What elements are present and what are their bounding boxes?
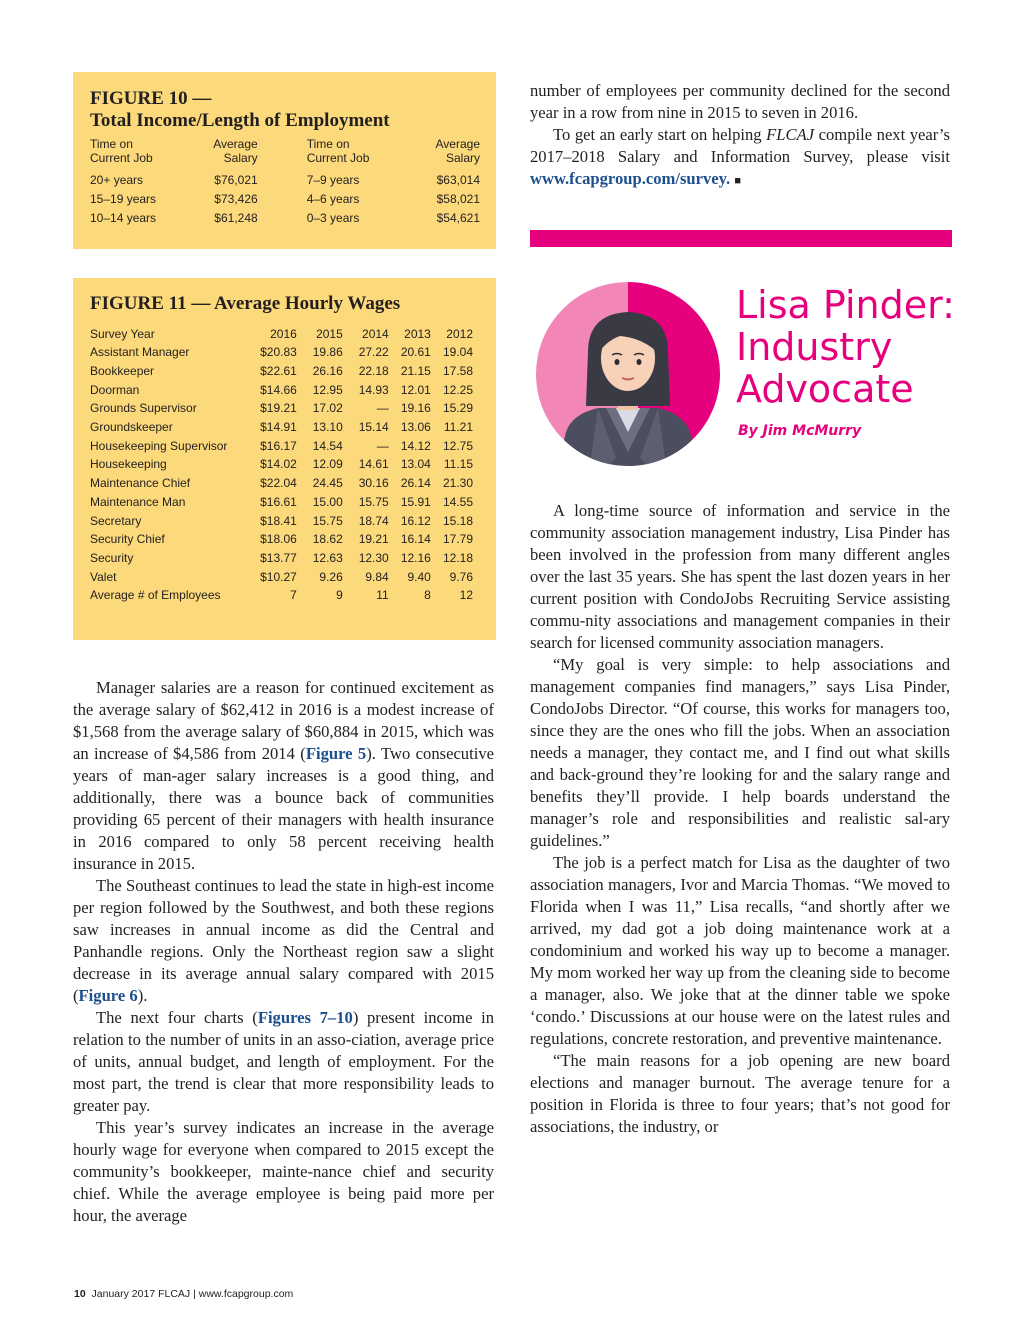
table-cell: 15.00 bbox=[312, 494, 343, 509]
table-cell: 9.84 bbox=[365, 569, 389, 584]
left-column-text bbox=[73, 677, 494, 1227]
table-header-row: Survey Year 2016 2015 2014 2013 2012 bbox=[90, 326, 473, 341]
table-cell: 13.04 bbox=[400, 457, 431, 472]
table-cell: $18.41 bbox=[260, 513, 297, 528]
table-cell: 8 bbox=[424, 588, 431, 603]
table-cell: $18.06 bbox=[260, 532, 297, 547]
row-label: Housekeeping Supervisor bbox=[90, 438, 228, 453]
figure-10-box bbox=[73, 72, 496, 249]
page-number: 10 bbox=[74, 1288, 86, 1300]
figures-7-10-reference[interactable]: Figures 7–10 bbox=[257, 1008, 353, 1027]
row-label: Groundskeeper bbox=[90, 420, 173, 435]
paragraph: The next four charts (Figures 7–10) present income in relation to the number of units in an asso-ciation, average price of units, annual budget, and length of employment. For the most part, the trend is clear that more responsibility leads to greater pay. bbox=[73, 1008, 495, 1115]
table-row: 15–19 years $73,426 4–6 years $58,021 bbox=[90, 191, 480, 206]
table-cell: 12.95 bbox=[312, 382, 343, 397]
table-cell: 22.18 bbox=[358, 364, 389, 379]
row-label: Doorman bbox=[90, 382, 140, 397]
table-row bbox=[90, 436, 473, 455]
row-label: Maintenance Man bbox=[90, 494, 186, 509]
table-cell: $19.21 bbox=[260, 401, 297, 416]
table-cell: $14.02 bbox=[260, 457, 297, 472]
article-headline: Lisa Pinder: Industry Advocate bbox=[736, 283, 955, 411]
row-label: Secretary bbox=[90, 513, 142, 528]
row-label: Bookkeeper bbox=[90, 364, 155, 379]
table-cell: 9.40 bbox=[407, 569, 431, 584]
survey-link[interactable]: www.fcapgroup.com/survey. bbox=[530, 169, 731, 188]
table-cell: — bbox=[376, 401, 389, 416]
table-cell: $14.91 bbox=[260, 420, 297, 435]
table-row bbox=[90, 418, 473, 437]
table-cell: $22.61 bbox=[260, 364, 297, 379]
table-cell: 12.75 bbox=[442, 438, 473, 453]
table-cell: 12.09 bbox=[312, 457, 343, 472]
table-cell: 21.30 bbox=[442, 476, 473, 491]
figure-6-reference[interactable]: Figure 6 bbox=[78, 986, 138, 1005]
table-cell: $22.04 bbox=[260, 476, 297, 491]
table-cell: 12.16 bbox=[400, 550, 431, 565]
table-cell: $13.77 bbox=[260, 550, 297, 565]
table-cell: 20.61 bbox=[400, 345, 431, 360]
table-cell: $16.61 bbox=[260, 494, 297, 509]
table-cell: 9 bbox=[336, 588, 343, 603]
table-cell: — bbox=[376, 438, 389, 453]
table-row bbox=[90, 380, 473, 399]
row-label: Housekeeping bbox=[90, 457, 167, 472]
table-cell: 11 bbox=[376, 588, 389, 603]
table-cell: 13.06 bbox=[400, 420, 431, 435]
table-row bbox=[90, 549, 473, 568]
figure-10-title: FIGURE 10 — Total Income/Length of Employment bbox=[90, 88, 390, 131]
table-cell: 15.14 bbox=[358, 420, 389, 435]
table-cell: 16.14 bbox=[400, 532, 431, 547]
row-label: Average # of Employees bbox=[90, 588, 221, 603]
table-cell: $16.17 bbox=[260, 438, 297, 453]
figure-10-table bbox=[90, 137, 480, 227]
figure-11-box bbox=[73, 278, 496, 640]
table-cell: $20.83 bbox=[260, 345, 297, 360]
table-row bbox=[90, 455, 473, 474]
section-divider bbox=[530, 230, 952, 247]
table-cell: 15.75 bbox=[358, 494, 389, 509]
article-body bbox=[530, 500, 950, 1138]
table-row: 10–14 years $61,248 0–3 years $54,621 bbox=[90, 210, 480, 225]
paragraph: A long-time source of information and service in the community association management industry, Lisa Pinder has been involved in the profession from many different angles over the last 35 years. She has spent the last dozen years in her current position with CondoJobs Recruiting Service assisting commu-nity associations and management companies in their search for licensed community association managers. bbox=[530, 501, 950, 652]
table-cell: 27.22 bbox=[358, 345, 389, 360]
row-label: Maintenance Chief bbox=[90, 476, 191, 491]
avatar bbox=[536, 282, 720, 466]
table-cell: 12.18 bbox=[442, 550, 473, 565]
table-cell: 9.26 bbox=[319, 569, 343, 584]
paragraph: To get an early start on helping FLCAJ compile next year’s 2017–2018 Salary and Information Survey, please visit www.fcapgroup.com/survey. ■ bbox=[530, 125, 950, 188]
table-cell: 15.75 bbox=[312, 513, 343, 528]
table-cell: 15.18 bbox=[442, 513, 473, 528]
table-header-row: Current Job Salary Current Job Salary bbox=[90, 151, 480, 165]
table-cell: 14.55 bbox=[442, 494, 473, 509]
end-mark: ■ bbox=[734, 175, 742, 187]
table-cell: 17.79 bbox=[442, 532, 473, 547]
table-cell: 14.93 bbox=[358, 382, 389, 397]
table-row bbox=[90, 399, 473, 418]
table-cell: 17.02 bbox=[312, 401, 343, 416]
table-cell: 16.12 bbox=[400, 513, 431, 528]
table-row bbox=[90, 343, 473, 362]
table-row bbox=[90, 362, 473, 381]
table-cell: $14.66 bbox=[260, 382, 297, 397]
article-byline: By Jim McMurry bbox=[738, 423, 862, 439]
table-cell: 19.04 bbox=[442, 345, 473, 360]
table-cell: $10.27 bbox=[260, 569, 297, 584]
table-row bbox=[90, 586, 473, 605]
table-cell: 18.74 bbox=[358, 513, 389, 528]
table-cell: 14.61 bbox=[358, 457, 389, 472]
paragraph: Manager salaries are a reason for continued excitement as the average salary of $62,412 in 2016 is a modest increase of $1,568 from the average salary of $60,884 in 2015, which was an increase of $4,586 from 2014 (Figure 5). Two consecutive years of man-ager salary increases is a good thing, and additionally, there was a bounce back of communities providing 65 percent of their managers with health insurance in 2016 compared to only 58 percent receiving health insurance in 2015. bbox=[73, 678, 494, 873]
table-cell: 21.15 bbox=[400, 364, 431, 379]
right-top-text bbox=[530, 80, 950, 192]
table-cell: 19.86 bbox=[312, 345, 343, 360]
page-footer bbox=[74, 1288, 293, 1300]
table-cell: 13.10 bbox=[312, 420, 343, 435]
figure-11-title: FIGURE 11 — Average Hourly Wages bbox=[90, 293, 401, 314]
table-cell: 12.30 bbox=[358, 550, 389, 565]
table-row: 20+ years $76,021 7–9 years $63,014 bbox=[90, 172, 480, 187]
table-cell: 12.01 bbox=[400, 382, 431, 397]
table-cell: 30.16 bbox=[358, 476, 389, 491]
table-cell: 14.12 bbox=[400, 438, 431, 453]
paragraph: number of employees per community declined for the second year in a row from nine in 2015 to seven in 2016. bbox=[530, 81, 950, 122]
table-cell: 12 bbox=[459, 588, 473, 603]
table-cell: 24.45 bbox=[312, 476, 343, 491]
table-cell: 19.16 bbox=[400, 401, 431, 416]
table-header-row: Time on Average Time on Average bbox=[90, 137, 480, 151]
row-label: Security bbox=[90, 550, 134, 565]
table-cell: 26.16 bbox=[312, 364, 343, 379]
issue-label: January 2017 FLCAJ bbox=[91, 1288, 191, 1300]
table-cell: 15.29 bbox=[442, 401, 473, 416]
paragraph: The Southeast continues to lead the state in high-est income per region followed by the Southwest, and both these regions saw increases in annual income as did the Central and Panhandle regions. Only the Northeast region saw a slight decrease in its average annual salary compared with 2015 (Figure 6). bbox=[73, 876, 494, 1005]
table-row bbox=[90, 511, 473, 530]
table-row bbox=[90, 567, 473, 586]
table-cell: 12.25 bbox=[442, 382, 473, 397]
table-cell: 9.76 bbox=[449, 569, 473, 584]
paragraph: The job is a perfect match for Lisa as the daughter of two association managers, Ivor and Marcia Thomas. “We moved to Florida when I was 11,” Lisa recalls, “and shortly after we arrived, my dad got a job doing maintenance work at a condominium and worked his way up to become a manager. My mom worked her way up from the cleaning side to become a manager, also. We joke that at the dinner table we spoke ‘condo.’ Discussions at our house were on the latest rules and regulations, concrete restoration, and preventive maintenance. bbox=[530, 853, 950, 1048]
table-cell: 12.63 bbox=[312, 550, 343, 565]
table-cell: 17.58 bbox=[442, 364, 473, 379]
table-cell: 15.91 bbox=[400, 494, 431, 509]
table-cell: 19.21 bbox=[358, 532, 389, 547]
footer-url[interactable]: www.fcapgroup.com bbox=[198, 1288, 294, 1300]
table-cell: 18.62 bbox=[312, 532, 343, 547]
table-cell: 11.15 bbox=[443, 457, 473, 472]
table-cell: 11.21 bbox=[443, 420, 473, 435]
table-row bbox=[90, 530, 473, 549]
row-label: Assistant Manager bbox=[90, 345, 190, 360]
table-cell: 14.54 bbox=[312, 438, 343, 453]
paragraph: “The main reasons for a job opening are new board elections and manager burnout. The average tenure for a position in Florida is three to four years; that’s not good for associations, the industry, or bbox=[530, 1051, 950, 1136]
table-row bbox=[90, 493, 473, 512]
row-label: Security Chief bbox=[90, 532, 165, 547]
table-cell: 26.14 bbox=[400, 476, 431, 491]
table-cell: 7 bbox=[290, 588, 297, 603]
paragraph: “My goal is very simple: to help associations and management companies find managers,” says Lisa Pinder, CondoJobs Director. “Of course, this works for managers too, since they are the ones who fill the jobs. When an association needs a manager, they contact me, and I find out what skills and back-ground they’re looking for and the salary range and benefits they’ll provide. I help boards understand the manager’s role and responsibilities and realistic sal-ary guidelines.” bbox=[530, 655, 950, 850]
figure-11-table bbox=[90, 324, 473, 605]
figure-5-reference[interactable]: Figure 5 bbox=[305, 744, 367, 763]
footer-separator: | bbox=[193, 1288, 196, 1300]
row-label: Valet bbox=[90, 569, 117, 584]
portrait-illustration bbox=[536, 282, 720, 466]
row-label: Grounds Supervisor bbox=[90, 401, 197, 416]
table-row bbox=[90, 474, 473, 493]
paragraph: This year’s survey indicates an increase in the average hourly wage for everyone when compared to 2015 except the community’s bookkeeper, mainte-nance chief and security chief. While the average employee is being paid more per hour, the average bbox=[73, 1118, 494, 1225]
